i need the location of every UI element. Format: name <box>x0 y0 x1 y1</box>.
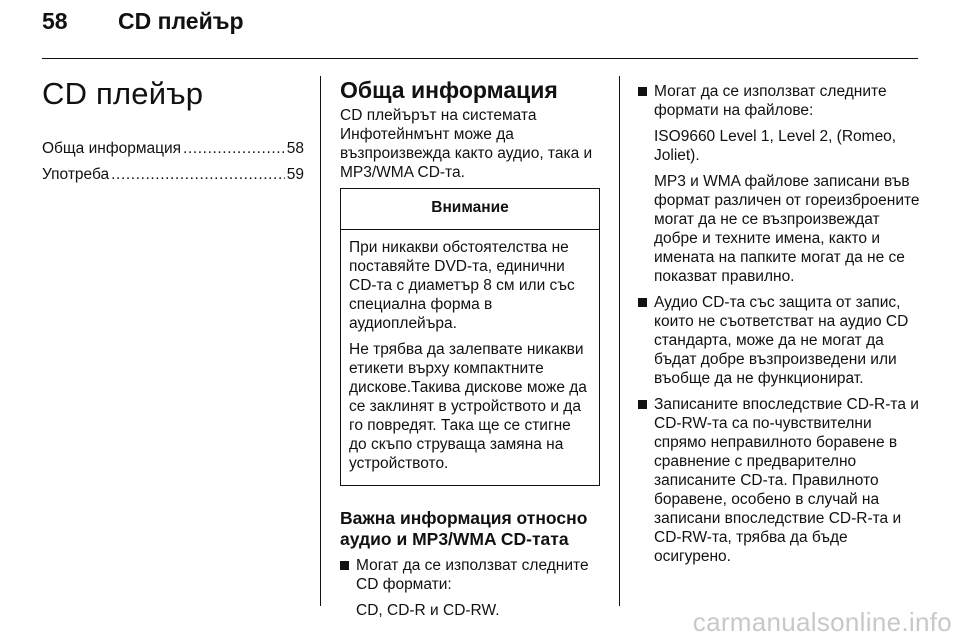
toc-entry-usage[interactable] <box>42 162 304 188</box>
bullet-text: Аудио CD-та със защита от запис, които не съответстват на аудио CD стандарта, може да не могат да бъдат добре възпроизведени или въобще да не функционират. <box>654 294 909 387</box>
list-item <box>638 293 923 388</box>
toc-leader-dots <box>183 136 285 162</box>
bullet-subtext: CD, CD-R и CD-RW. <box>356 602 500 619</box>
toc-page: 59 <box>286 166 304 183</box>
toc-entry-general[interactable] <box>42 136 304 162</box>
watermark: carmanualsonline.info <box>692 607 952 637</box>
header-divider <box>42 58 918 59</box>
bullet-text: Записаните впоследствие CD-R-та и CD-RW-та са по-чувствителни спрямо неправилното боравене в сравнение с предварително записаните CD-та. Правилното боравене, особено в случай на записани впоследствие CD-R-та и CD-RW-та, трябва да бъде осигурено. <box>654 396 919 565</box>
list-item <box>340 556 602 620</box>
bullet-subtext: ISO9660 Level 1, Level 2, (Romeo, Joliet). <box>654 128 897 164</box>
bullet-text: Могат да се използват следните формати на файлове: <box>654 83 887 119</box>
list-item <box>638 82 923 286</box>
column-divider-right <box>619 76 620 606</box>
subsection-heading: Важна информация относно аудио и MP3/WMA CD-тата <box>340 508 588 549</box>
section-heading: Обща информация <box>340 77 558 103</box>
chapter-title: CD плейър <box>42 76 204 111</box>
bullet-square-icon <box>638 400 647 409</box>
column-divider-left <box>320 76 321 606</box>
toc-page: 58 <box>286 140 304 157</box>
header-title: CD плейър <box>118 8 244 34</box>
toc-leader-dots <box>111 162 285 188</box>
list-item <box>638 395 923 566</box>
warning-box <box>340 188 600 486</box>
warning-paragraph: При никакви обстоятелства не поставяйте DVD-та, единични CD-та с диаметър 8 см или със специална форма в аудиоплейъра. <box>349 239 575 332</box>
bullet-square-icon <box>638 298 647 307</box>
bullet-text: Могат да се използват следните CD формати: <box>356 557 589 593</box>
main-column <box>340 76 602 627</box>
chapter-column <box>42 76 304 188</box>
right-column <box>638 82 923 573</box>
page-number: 58 <box>42 8 68 34</box>
intro-paragraph: CD плейърът на системата Инфотейнмънт може да възпроизвежда както аудио, така и MP3/WMA CD-та. <box>340 107 593 181</box>
toc-label: Употреба <box>42 166 110 183</box>
bullet-square-icon <box>340 561 349 570</box>
bullet-subtext: MP3 и WMA файлове записани във формат различен от гореизброените могат да не се възпроизвеждат добре и техните имена, както и имената на папките могат да не се показват правилно. <box>654 173 920 285</box>
toc-label: Обща информация <box>42 140 182 157</box>
warning-paragraph: Не трябва да залепвате никакви етикети върху компактните дискове.Такива дискове може да се заклинят в устройството и да го повредят. Така ще се стигне до скъпо струваща замяна на устройството. <box>349 341 587 472</box>
warning-title: Внимание <box>341 189 599 230</box>
bullet-square-icon <box>638 87 647 96</box>
